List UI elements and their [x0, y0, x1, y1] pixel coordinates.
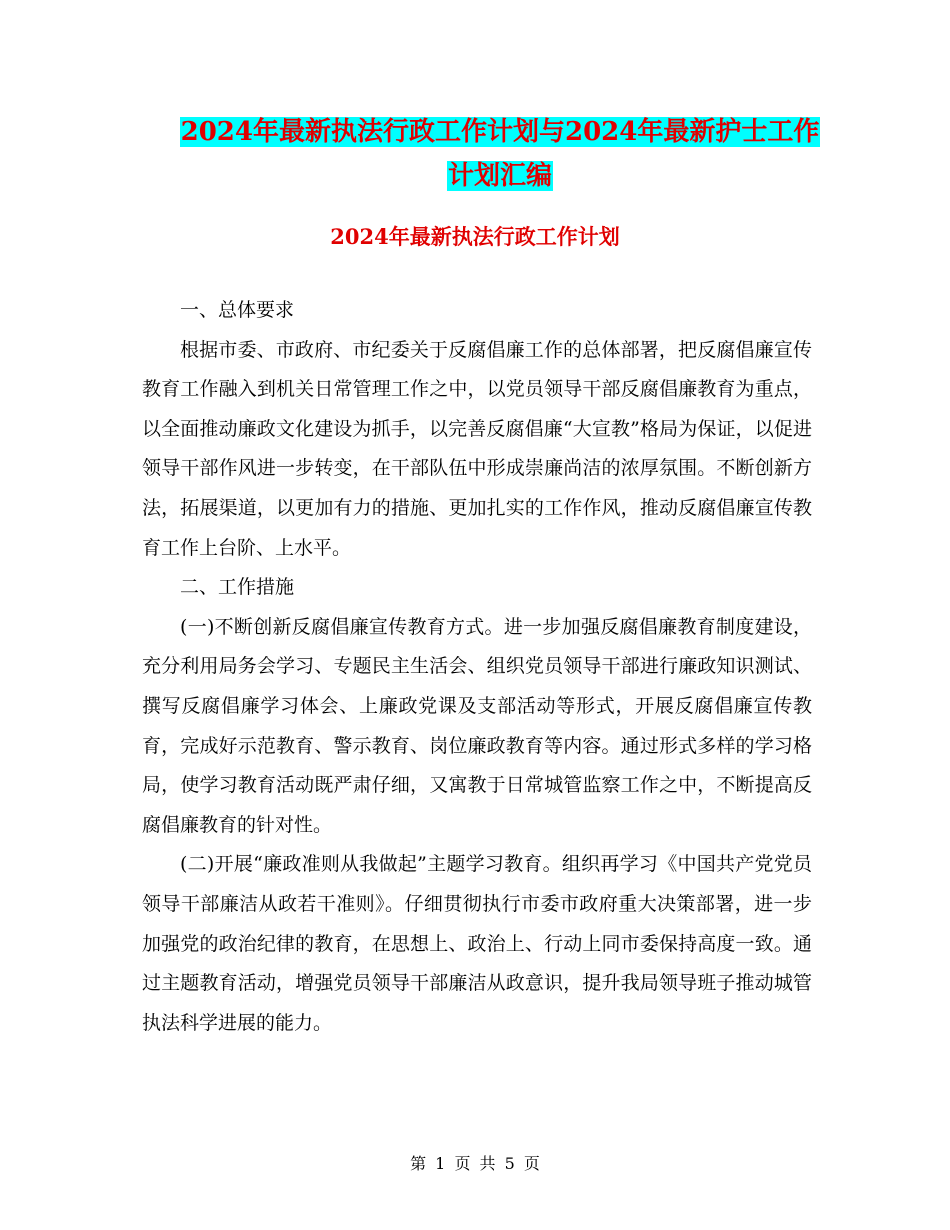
document-title-line-1 [120, 110, 880, 154]
paragraph-measure-2: (二)开展“廉政准则从我做起”主题学习教育。组织再学习《中国共产党党员领导干部廉洁从政若干准则》。仔细贯彻执行市委市政府重大决策部署，进一步加强党的政治纪律的教育，在思想上、政治上、行动上同市委保持高度一致。通过主题教育活动，增强党员领导干部廉洁从政意识，提升我局领导班子推动城管执法科学进展的能力。 [142, 853, 812, 1034]
paragraph-general-requirements: 根据市委、市政府、市纪委关于反腐倡廉工作的总体部署，把反腐倡廉宣传教育工作融入到机关日常管理工作之中，以党员领导干部反腐倡廉教育为重点，以全面推动廉政文化建设为抓手，以完善反腐倡廉“大宣教”格局为保证，以促进领导干部作风进一步转变，在干部队伍中形成崇廉尚洁的浓厚氛围。不断创新方法，拓展渠道，以更加有力的措施、更加扎实的工作作风，推动反腐倡廉宣传教育工作上台阶、上水平。 [142, 338, 812, 559]
document-title-line-2 [120, 154, 880, 198]
page-number-footer: 第 1 页 共 5 页 [410, 1154, 540, 1173]
document-body [142, 291, 812, 1043]
section-title: 2024年最新执法行政工作计划 [330, 224, 620, 249]
heading-work-measures: 二、工作措施 [180, 576, 295, 599]
document-title-line-1-text: 2024年最新执法行政工作计划与2024年最新护士工作 [180, 117, 820, 147]
document-title-line-2-text: 计划汇编 [447, 161, 552, 191]
heading-general-requirements: 一、总体要求 [180, 299, 295, 321]
paragraph-measure-1: (一)不断创新反腐倡廉宣传教育方式。进一步加强反腐倡廉教育制度建设，充分利用局务会学习、专题民主生活会、组织党员领导干部进行廉政知识测试、撰写反腐倡廉学习体会、上廉政党课及支部活动等形式，开展反腐倡廉宣传教育，完成好示范教育、警示教育、岗位廉政教育等内容。通过形式多样的学习格局，使学习教育活动既严肃仔细，又寓教于日常城管监察工作之中，不断提高反腐倡廉教育的针对性。 [142, 615, 812, 836]
